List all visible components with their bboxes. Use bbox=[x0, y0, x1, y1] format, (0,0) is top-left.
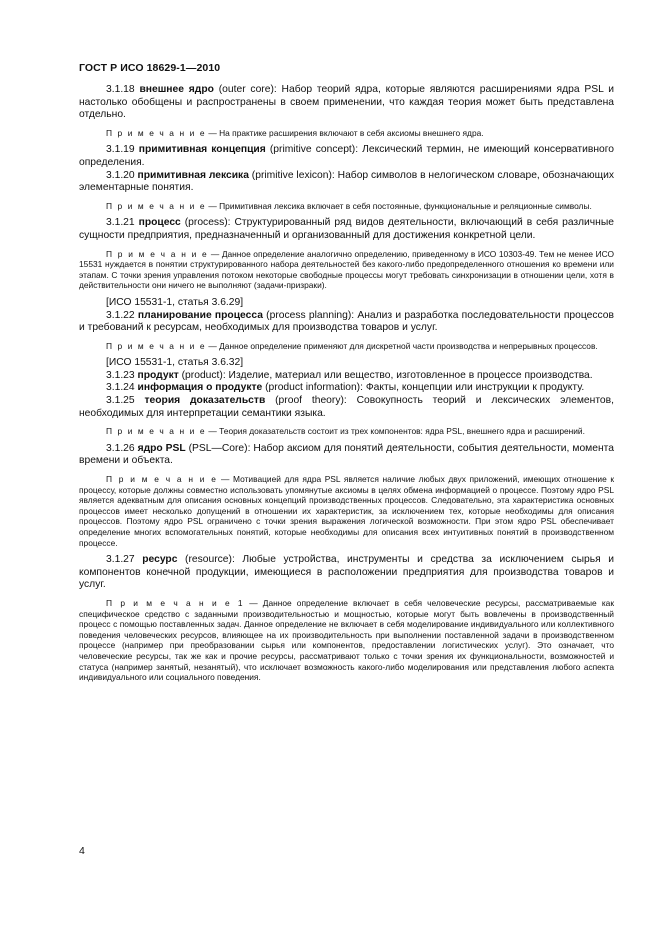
term-text: (outer core): Набор теорий ядра, которые являются расширениями ядра PSL и настолько обобщены и распространены в своем применении, что каждая теория может быть представлена отдельно. bbox=[79, 84, 614, 121]
source-reference: [ИСО 15531-1, статья 3.6.32] bbox=[106, 357, 244, 369]
term-number: 3.1.23 bbox=[106, 369, 135, 381]
note-text: — Мотивацией для ядра PSL является наличие любых двух приложений, имеющих отношение к процессу, которые должны совместно использовать упомянутые аксиомы в целях обмена информацией о процессе. Поэтому ядро PSL является адекватным для описания основных концепций производственных процессов. Следовательно, эта характеристика основных процессов имеет несколько допущений в отношении их характеристик, за исключением тех, которые необходимы для описания процессов. Поэтому ядро PSL ограничено с точки зрения выражения логической возможности. При этом ядро PSL обеспечивает определение многих вспомогательных понятий, которые необходимы для описания всех интуитивных понятий в производственном процессе. bbox=[79, 474, 614, 548]
page-header: ГОСТ Р ИСО 18629-1—2010 bbox=[79, 62, 221, 74]
document-body bbox=[79, 84, 614, 683]
note bbox=[79, 426, 614, 437]
note-label: П р и м е ч а н и е bbox=[106, 200, 207, 211]
term-number: 3.1.18 bbox=[106, 84, 135, 95]
source-reference: [ИСО 15531-1, статья 3.6.29] bbox=[106, 296, 244, 308]
term-text: (product): Изделие, материал или вещество, изготовленное в процессе производства. bbox=[178, 369, 593, 381]
term-number: 3.1.20 bbox=[106, 169, 135, 181]
note bbox=[79, 474, 614, 548]
term-definition bbox=[79, 370, 614, 383]
note-text: — Данное определение аналогично определению, приведенному в ИСО 10303-49. Тем не менее ИСО 15531 нуждается в понятии структурированного набора деятельностей без какого-либо предопределенного отношения ко времени или этапам. С точки зрения управления потоком некоторые свободные процессы могут требовать синхронизации в отношении цели, хотя в действительности они ничего не выполняют (задачи-призраки). bbox=[79, 248, 614, 291]
note-label: П р и м е ч а н и е bbox=[106, 127, 207, 138]
note-label: П р и м е ч а н и е bbox=[106, 426, 207, 437]
term-name: ядро PSL bbox=[137, 442, 186, 454]
term-number: 3.1.22 bbox=[106, 309, 135, 321]
term-definition bbox=[79, 170, 614, 195]
note-label: П р и м е ч а н и е bbox=[106, 340, 207, 351]
term-text: (primitive concept): Лексический термин, не имеющий консервативного определения. bbox=[79, 144, 614, 168]
note bbox=[79, 249, 614, 291]
term-name: планирование процесса bbox=[137, 309, 263, 321]
term-text: (PSL—Core): Набор аксиом для понятий деятельности, события деятельности, момента времени и объекта. bbox=[79, 442, 614, 467]
note-text: — Примитивная лексика включает в себя постоянные, функциональные и реляционные символы. bbox=[206, 200, 592, 211]
note-label: П р и м е ч а н и е 1 bbox=[106, 597, 245, 608]
term-name: примитивная концепция bbox=[138, 144, 266, 156]
term-number: 3.1.25 bbox=[106, 395, 135, 407]
term-name: процесс bbox=[138, 217, 181, 229]
term-text: (process): Структурированный ряд видов деятельности, включающий в себя различные сущности предприятия, предназначенный и организованный для достижения конкретной цели. bbox=[79, 217, 614, 241]
term-definition bbox=[79, 443, 614, 468]
term-text: (primitive lexicon): Набор символов в нелогическом словаре, обозначающих элементарные понятия. bbox=[79, 169, 614, 194]
term-definition bbox=[79, 554, 614, 592]
note-text: — Данное определение включает в себя человеческие ресурсы, рассматриваемые как специфическое средство с заданными производительностью и мощностью, которые могут быть вовлечены в производственный процесс с помощью поставленных задач. Данное определение не включает в себя моделирование индивидуального или коллективного поведения человеческих ресурсов, влияющее на их производительность при выполнении поставленной задачи в производственном процессе (например при преобразовании сырья или компонентов, предоставлении логистических услуг). Это означает, что человеческие ресурсы, так же как и прочие ресурсы, рассматривают только с точки зрения их функциональности, возможностей и статуса (например занятый, незанятый), что исключает возможность какого-либо моделирования или представления любого аспекта индивидуального или социального поведения. bbox=[79, 597, 614, 683]
term-number: 3.1.24 bbox=[106, 382, 135, 394]
term-definition bbox=[79, 382, 614, 395]
term-number: 3.1.21 bbox=[106, 217, 135, 229]
term-number: 3.1.26 bbox=[106, 442, 135, 454]
term-name: ресурс bbox=[142, 554, 178, 566]
term-definition bbox=[79, 395, 614, 420]
note-text: — На практике расширения включают в себя аксиомы внешнего ядра. bbox=[206, 127, 484, 138]
term-number: 3.1.27 bbox=[106, 554, 135, 566]
term-text: (process planning): Анализ и разработка последовательности процессов и требований к ресурсам, необходимых для производства товаров и услуг. bbox=[79, 309, 614, 334]
note-label: П р и м е ч а н и е bbox=[106, 474, 218, 485]
term-name: внешнее ядро bbox=[139, 84, 214, 95]
note-label: П р и м е ч а н и е bbox=[106, 248, 209, 259]
term-text: (product information): Факты, концепции или инструкции к продукту. bbox=[262, 382, 585, 394]
term-name: информация о продукте bbox=[137, 382, 263, 394]
page-number: 4 bbox=[79, 845, 85, 857]
term-name: примитивная лексика bbox=[137, 169, 249, 181]
note bbox=[79, 201, 614, 212]
term-definition bbox=[79, 217, 614, 242]
term-definition bbox=[79, 84, 614, 122]
term-number: 3.1.19 bbox=[106, 144, 135, 156]
note-text: — Данное определение применяют для дискретной части производства и непрерывных процессов. bbox=[206, 340, 598, 351]
term-name: теория доказательств bbox=[144, 395, 266, 407]
term-name: продукт bbox=[137, 369, 179, 381]
note bbox=[79, 598, 614, 683]
note bbox=[79, 341, 614, 352]
note bbox=[79, 128, 614, 139]
term-text: (resource): Любые устройства, инструменты и средства за исключением сырья и компонентов конечной продукции, имеющиеся в расположении предприятия для производства товаров и услуг. bbox=[79, 554, 614, 591]
note-text: — Теория доказательств состоит из трех компонентов: ядра PSL, внешнего ядра и расширений. bbox=[206, 426, 585, 437]
term-definition bbox=[79, 144, 614, 169]
term-definition bbox=[79, 310, 614, 335]
term-text: (proof theory): Совокупность теорий и лексических элементов, необходимых для интерпретации семантики языка. bbox=[79, 395, 614, 419]
